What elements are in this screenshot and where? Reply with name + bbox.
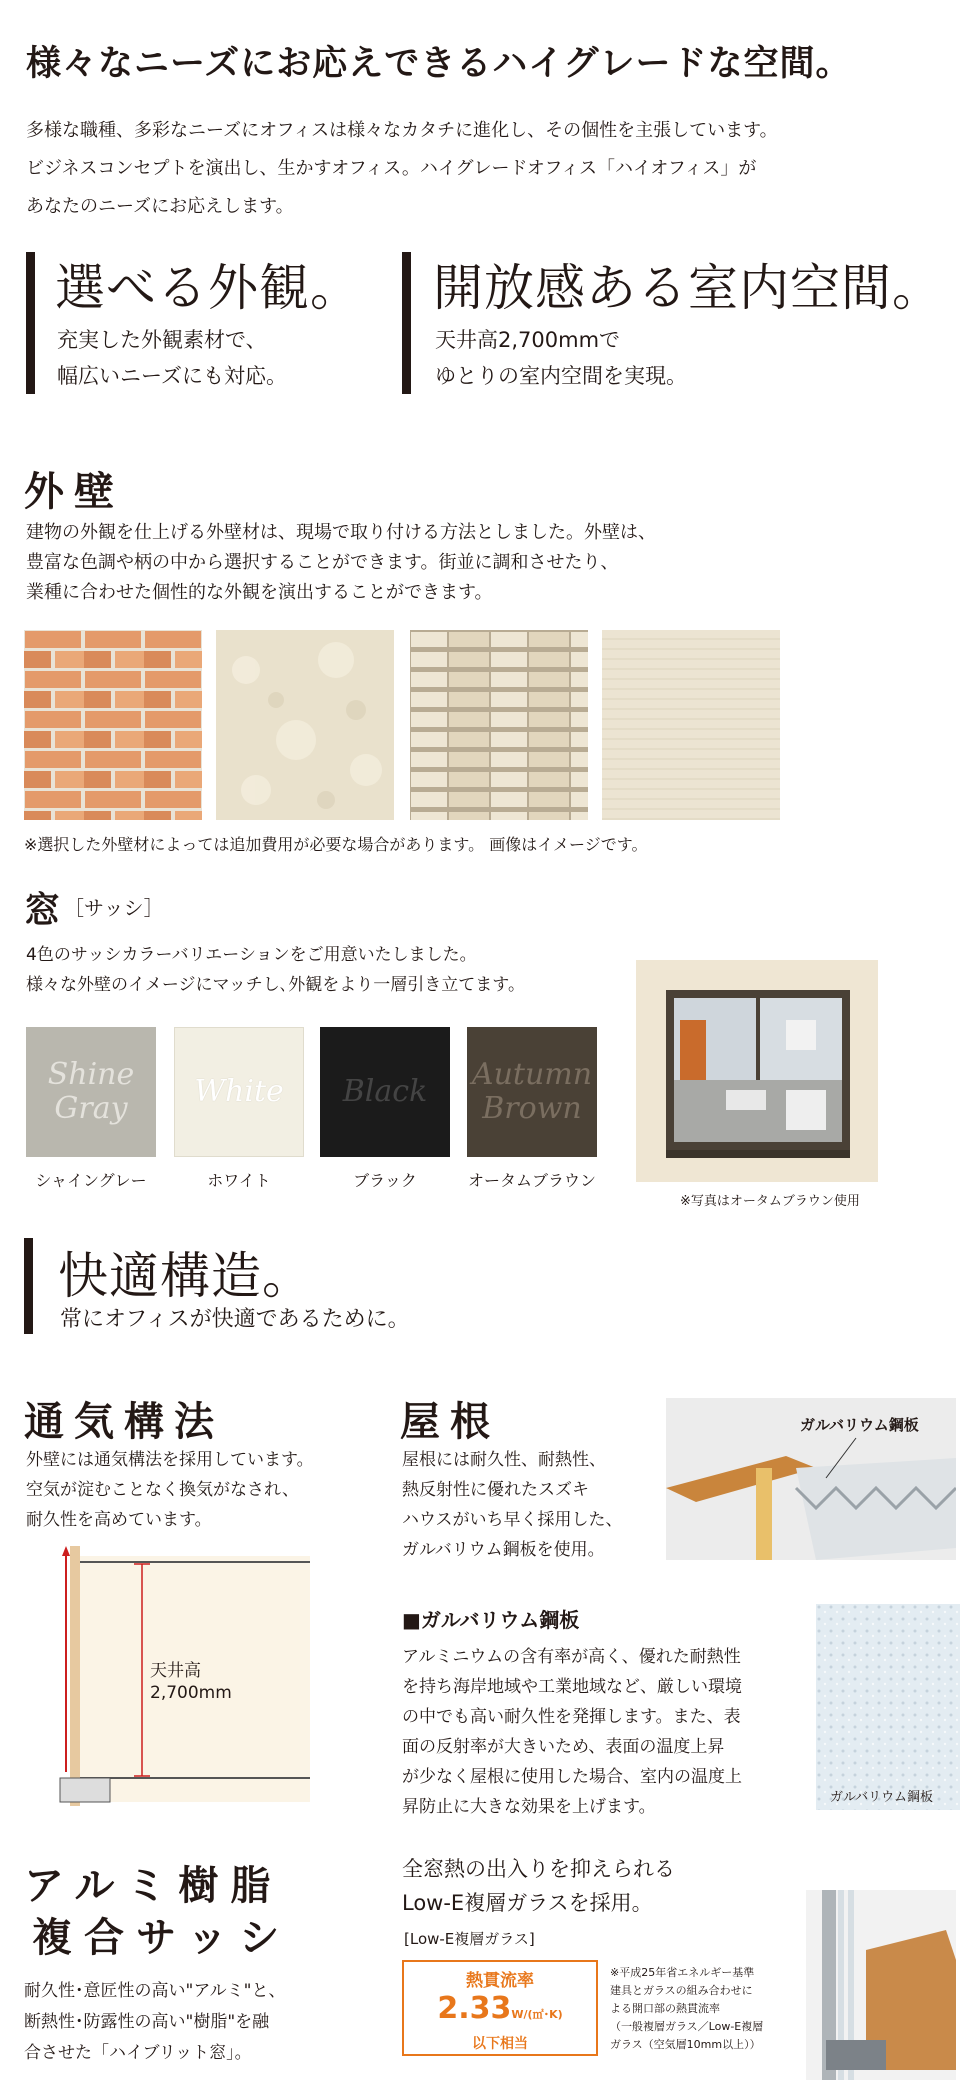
siding-wall-image — [602, 630, 780, 820]
galvalume-image — [816, 1604, 960, 1810]
sash-text — [24, 1976, 285, 2069]
wall-line: 業種に合わせた個性的な外観を演出することができます。 — [26, 582, 493, 603]
tile-wall-image — [410, 630, 588, 820]
lowe-bracket: [Low-E複層ガラス] — [404, 1930, 535, 1948]
lowe-note: （一般複層ガラス／Low-E複層 — [610, 2020, 764, 2033]
swatch-text: Brown — [482, 1091, 582, 1126]
lowe-line: Low-E複層ガラスを採用。 — [402, 1891, 653, 1915]
lowe-note: よる開口部の熱貫流率 — [610, 2002, 720, 2015]
wall-line: 建物の外観を仕上げる外壁材は、現場で取り付ける方法としました。外壁は、 — [26, 522, 656, 543]
wall-title: 外壁 — [24, 469, 124, 515]
wall-note: ※選択した外壁材によっては追加費用が必要な場合があります。 画像はイメージです。 — [24, 835, 648, 854]
feature-left-title: 選べる外観。 — [55, 259, 361, 317]
swatch-label: ブラック — [353, 1171, 417, 1190]
sash-line: 断熱性･防露性の高い"樹脂"を融 — [24, 2012, 270, 2032]
brick-wall-image — [24, 630, 202, 820]
galvalume-line: が少なく屋根に使用した場合、室内の温度上 — [402, 1767, 742, 1787]
lowe-line: 全窓熱の出入りを抑えられる — [402, 1857, 675, 1881]
thermal-transmittance-box — [402, 1960, 598, 2056]
window-line: 4色のサッシカラーバリエーションをご用意いたしました。 — [26, 945, 477, 965]
lowe-note: ガラス（空気層10mm以上）） — [610, 2038, 761, 2051]
window-photo-note: ※写真はオータムブラウン使用 — [680, 1194, 860, 1209]
feature-right-line: 天井高2,700mmで — [435, 328, 621, 352]
roof-text — [402, 1445, 623, 1565]
ceiling-height-label — [150, 1660, 232, 1704]
sash-title — [24, 1860, 291, 1964]
lowe-heading — [402, 1852, 675, 1920]
window-photo — [636, 960, 878, 1182]
wall-line: 豊富な色調や柄の中から選択することができます。街並に調和させたり、 — [26, 552, 619, 573]
wall-text — [26, 518, 656, 608]
swatch-black[interactable] — [320, 1027, 450, 1157]
comfort-subtitle: 常にオフィスが快適であるために。 — [60, 1307, 410, 1332]
galvalume-line: アルミニウムの含有率が高く、優れた耐熱性 — [402, 1647, 741, 1667]
sash-title-line: アルミ樹脂 — [24, 1863, 283, 1909]
roof-line: 屋根には耐久性、耐熱性、 — [402, 1450, 606, 1470]
galvalume-image-label: ガルバリウム鋼板 — [830, 1790, 933, 1805]
comfort-title: 快適構造。 — [58, 1247, 313, 1305]
sash-line: 耐久性･意匠性の高い"アルミ"と、 — [24, 1981, 286, 2001]
page-headline: 様々なニーズにお応えできるハイグレードな空間。 — [26, 44, 852, 84]
window-text — [26, 940, 525, 1000]
feature-right-line: ゆとりの室内空間を実現。 — [435, 364, 687, 388]
ceiling-label-line: 2,700mm — [150, 1683, 232, 1703]
feature-left-line: 充実した外観素材で、 — [57, 328, 267, 352]
sash-section-diagram — [806, 1890, 956, 2080]
galvalume-line: 昇防止に大きな効果を上げます。 — [402, 1797, 656, 1817]
feature-right-bar — [402, 252, 411, 394]
roof-line: ハウスがいち早く採用した、 — [402, 1510, 623, 1530]
swatch-label: オータムブラウン — [467, 1171, 596, 1190]
sash-title-line: 複合サッシ — [32, 1915, 292, 1961]
ceiling-label-line: 天井高 — [150, 1661, 201, 1681]
galvalume-line: の中でも高い耐久性を発揮します。また、表 — [402, 1707, 741, 1727]
intro-line: あなたのニーズにお応えします。 — [26, 196, 294, 217]
plaster-wall-image — [216, 630, 394, 820]
galvalume-text — [402, 1642, 742, 1822]
swatch-shine-gray[interactable] — [26, 1027, 156, 1157]
galvalume-title: ■ガルバリウム鋼板 — [402, 1608, 580, 1632]
swatch-text: Gray — [54, 1091, 128, 1126]
feature-left-bar — [26, 252, 35, 394]
swatch-label: シャイングレー — [35, 1171, 147, 1190]
feature-right-text — [435, 322, 687, 394]
box-unit: W/(㎡･K) — [511, 2008, 563, 2021]
lowe-notes — [610, 1964, 763, 2054]
swatch-label: ホワイト — [207, 1171, 271, 1190]
swatch-white[interactable] — [174, 1027, 304, 1157]
ventilation-title: 通気構法 — [24, 1399, 224, 1445]
intro-text — [26, 112, 778, 226]
roof-line: ガルバリウム鋼板を使用。 — [402, 1540, 605, 1560]
galvalume-line: を持ち海岸地域や工業地域など、厳しい環境 — [402, 1677, 742, 1697]
intro-line: 多様な職種、多彩なニーズにオフィスは様々なカタチに進化し、その個性を主張しています。 — [26, 120, 778, 141]
swatch-text: Black — [342, 1074, 428, 1109]
window-line: 様々な外壁のイメージにマッチし､外観をより一層引き立てます。 — [26, 975, 525, 995]
lowe-note: 建具とガラスの組み合わせに — [610, 1984, 753, 1997]
box-title: 熱貫流率 — [466, 1971, 534, 1991]
lowe-note: ※平成25年省エネルギー基準 — [610, 1966, 755, 1979]
swatch-text: Autumn — [471, 1057, 593, 1092]
roof-diagram-label: ガルバリウム鋼板 — [800, 1416, 919, 1434]
swatch-text: Shine — [47, 1057, 135, 1092]
ventilation-line: 外壁には通気構法を採用しています。 — [26, 1450, 314, 1470]
window-title: 窓 — [24, 890, 61, 931]
feature-left-text — [57, 322, 287, 394]
swatch-autumn-brown[interactable] — [467, 1027, 597, 1157]
ventilation-line: 耐久性を高めています。 — [26, 1510, 212, 1530]
intro-line: ビジネスコンセプトを演出し、生かすオフィス。ハイグレードオフィス「ハイオフィス」が — [26, 158, 757, 179]
box-footer: 以下相当 — [472, 2036, 528, 2052]
roof-line: 熱反射性に優れたスズキ — [402, 1480, 589, 1500]
galvalume-line: 面の反射率が大きいため、表面の温度上昇 — [402, 1737, 725, 1757]
swatch-text: White — [194, 1074, 284, 1109]
comfort-bar — [24, 1238, 33, 1334]
window-title-bracket: ［サッシ］ — [64, 896, 164, 920]
feature-left-line: 幅広いニーズにも対応。 — [57, 364, 287, 388]
feature-right-title: 開放感ある室内空間。 — [433, 259, 943, 317]
roof-title: 屋根 — [400, 1399, 500, 1445]
sash-line: 合させた「ハイブリット窓」。 — [24, 2043, 252, 2063]
ventilation-line: 空気が淀むことなく換気がなされ、 — [26, 1480, 300, 1500]
ventilation-text — [26, 1445, 314, 1535]
box-value: 2.33 — [437, 1991, 512, 2026]
